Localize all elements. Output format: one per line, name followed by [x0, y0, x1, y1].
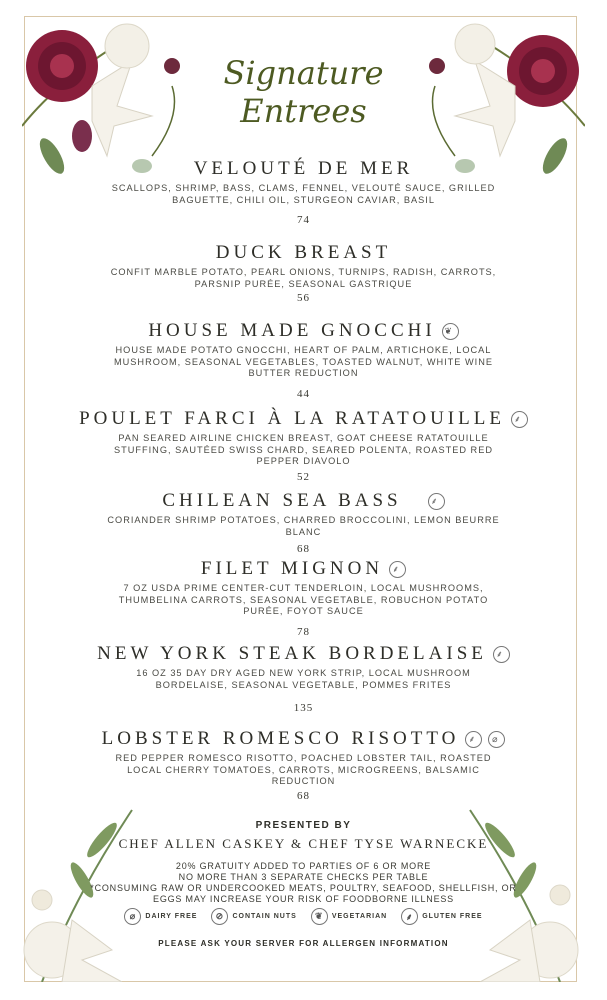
dish-veloute — [60, 158, 547, 226]
gratuity-note: 20% GRATUITY ADDED TO PARTIES OF 6 OR MORE — [175, 861, 432, 871]
wheat-icon: ⸙ — [401, 908, 418, 925]
dietary-legend — [0, 908, 607, 925]
dish-name: DUCK BREAST — [215, 242, 392, 263]
dish-ny-steak — [60, 643, 547, 714]
dish-sea-bass — [60, 490, 547, 555]
milk-icon: ⌀ — [124, 908, 141, 925]
dish-name: POULET FARCI À LA RATATOUILLE — [79, 408, 505, 429]
dish-price: 135 — [293, 702, 314, 715]
wheat-icon: ⸙ — [511, 411, 528, 428]
raw-food-warning: *CONSUMING RAW OR UNDERCOOKED MEATS, POULTRY, SEAFOOD, SHELLFISH, OR — [90, 883, 517, 893]
dish-price: 74 — [297, 214, 310, 227]
dish-description: HOUSE MADE POTATO GNOCCHI, HEART OF PALM, ARTICHOKE, LOCAL MUSHROOM, SEASONAL VEGETABLES, TOASTED WALNUT, WHITE WINE BUTTER REDUCTION — [114, 345, 493, 379]
foodborne-warning: EGGS MAY INCREASE YOUR RISK OF FOODBORNE ILLNESS — [153, 894, 454, 904]
presented-by: PRESENTED BY — [255, 820, 352, 831]
dish-lobster-risotto — [60, 728, 547, 802]
checks-note: NO MORE THAN 3 SEPARATE CHECKS PER TABLE — [178, 872, 429, 882]
dish-price: 56 — [297, 292, 310, 305]
dish-description: SCALLOPS, SHRIMP, BASS, CLAMS, FENNEL, VELOUTÉ SAUCE, GRILLED BAGUETTE, CHILI OIL, STURGEON CAVIAR, BASIL — [111, 183, 496, 205]
dish-description: PAN SEARED AIRLINE CHICKEN BREAST, GOAT CHEESE RATATOUILLE STUFFING, SAUTÉED SWISS CHARD, SEARED POLENTA, ROASTED RED PEPPER DIAVOLO — [114, 433, 493, 467]
dish-description: 16 OZ 35 DAY DRY AGED NEW YORK STRIP, LOCAL MUSHROOM BORDELAISE, SEASONAL VEGETABLE, POMMES FRITES — [136, 668, 471, 690]
nut-icon: ⊘ — [211, 908, 228, 925]
dish-price: 78 — [297, 625, 310, 638]
dish-description: RED PEPPER ROMESCO RISOTTO, POACHED LOBSTER TAIL, ROASTED LOCAL CHERRY TOMATOES, CARROTS, MICROGREENS, BALSAMIC REDUCTION — [115, 753, 492, 787]
dish-price: 44 — [297, 387, 310, 400]
wheat-icon: ⸙ — [493, 646, 510, 663]
allergen-note: PLEASE ASK YOUR SERVER FOR ALLERGEN INFORMATION — [158, 939, 449, 948]
chef-names: CHEF ALLEN CASKEY & CHEF TYSE WARNECKE — [118, 836, 489, 851]
legend-contain-nuts: ⊘ CONTAIN NUTS — [211, 908, 296, 925]
dish-name: CHILEAN SEA BASS — [162, 490, 402, 511]
menu-title-line2: Entrees — [240, 92, 367, 130]
dish-duck — [60, 242, 547, 304]
dish-name: NEW YORK STEAK BORDELAISE — [97, 643, 487, 664]
menu-title-line1: Signature — [223, 54, 384, 92]
legend-dairy-free: ⌀ DAIRY FREE — [124, 908, 197, 925]
wheat-icon: ⸙ — [428, 493, 445, 510]
dish-description: CORIANDER SHRIMP POTATOES, CHARRED BROCCOLINI, LEMON BEURRE BLANC — [107, 515, 500, 537]
dish-name: VELOUTÉ DE MER — [193, 158, 414, 179]
dish-name: HOUSE MADE GNOCCHI — [148, 320, 436, 341]
dish-name: LOBSTER ROMESCO RISOTTO — [101, 728, 460, 749]
wheat-icon: ⸙ — [465, 731, 482, 748]
dish-filet-mignon — [60, 558, 547, 638]
dish-description: 7 OZ USDA PRIME CENTER-CUT TENDERLOIN, LOCAL MUSHROOMS, THUMBELINA CARROTS, SEASONAL VEGETABLE, ROBUCHON POTATO PURÉE, FOYOT SAUCE — [118, 583, 489, 617]
dish-gnocchi — [60, 320, 547, 400]
dish-price: 68 — [297, 543, 310, 556]
leaf-icon: ❦ — [311, 908, 328, 925]
leaf-icon: ❦ — [442, 323, 459, 340]
dish-name: FILET MIGNON — [200, 558, 384, 579]
legend-vegetarian: ❦ VEGETARIAN — [311, 908, 387, 925]
dish-description: CONFIT MARBLE POTATO, PEARL ONIONS, TURNIPS, RADISH, CARROTS, PARSNIP PURÉE, SEASONAL GASTRIQUE — [110, 267, 497, 289]
dish-price: 68 — [297, 789, 310, 802]
milk-icon: ⌀ — [488, 731, 505, 748]
wheat-icon: ⸙ — [389, 561, 406, 578]
dish-poulet — [60, 408, 547, 483]
dish-price: 52 — [297, 470, 310, 483]
legend-gluten-free: ⸙ GLUTEN FREE — [401, 908, 482, 925]
